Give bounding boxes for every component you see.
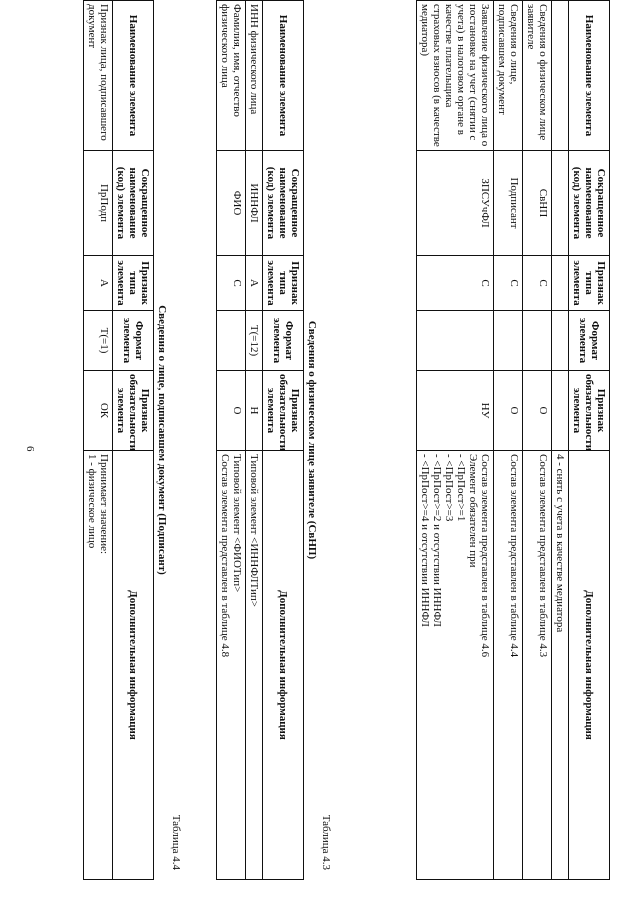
header-info: Дополнительная информация [569, 451, 610, 880]
table-4-3 [216, 0, 304, 880]
cell-required: О [523, 371, 552, 451]
cell-info: Типовой элемент <ФИОТип> Состав элемента представлен в таблице 4.8 [217, 451, 246, 880]
header-required: Признак обязательности элемента [263, 371, 304, 451]
page-number: 6 [24, 446, 36, 452]
cell-required [552, 371, 569, 451]
header-code: Сокращенное наименование (код) элемента [263, 151, 304, 256]
table-label: Таблица 4.4 [170, 814, 182, 870]
header-code: Сокращенное наименование (код) элемента [569, 151, 610, 256]
cell-type: С [417, 256, 494, 311]
cell-code: СвНП [523, 151, 552, 256]
header-type: Признак типа элемента [263, 256, 304, 311]
elements-table-main [416, 0, 610, 880]
cell-code: ЗПСУчФЛ [417, 151, 494, 256]
cell-name: Фамилия, имя, отчество физического лица [217, 1, 246, 151]
cell-info: 4 - снять с учета в качестве медиатора [552, 451, 569, 880]
cell-required: Н [246, 371, 263, 451]
table-4-4-block [83, 0, 182, 880]
cell-required: О [494, 371, 523, 451]
cell-info: Типовой элемент <ИННФЛТип> [246, 451, 263, 880]
table-row [84, 1, 113, 880]
cell-type [552, 256, 569, 311]
cell-code: ФИО [217, 151, 246, 256]
cell-required: ОК [84, 371, 113, 451]
table-body [84, 1, 113, 880]
table-body [417, 1, 569, 880]
table-header-row [263, 1, 304, 880]
cell-info: Принимает значение: 1 - физическое лицо [84, 451, 113, 880]
cell-type: А [84, 256, 113, 311]
header-type: Признак типа элемента [569, 256, 610, 311]
table-row [494, 1, 523, 880]
header-code: Сокращенное наименование (код) элемента [113, 151, 154, 256]
header-name: Наименование элемента [569, 1, 610, 151]
header-required: Признак обязательности элемента [569, 371, 610, 451]
table-4-4 [83, 0, 154, 880]
table-body [217, 1, 263, 880]
cell-format [417, 311, 494, 371]
header-type: Признак типа элемента [113, 256, 154, 311]
header-info: Дополнительная информация [113, 451, 154, 880]
header-name: Наименование элемента [263, 1, 304, 151]
cell-name: Сведения о лице, подписавшем документ [494, 1, 523, 151]
cell-type: А [246, 256, 263, 311]
table-label: Таблица 4.3 [320, 814, 332, 870]
table-row [552, 1, 569, 880]
header-format: Формат элемента [113, 311, 154, 371]
header-info: Дополнительная информация [263, 451, 304, 880]
header-required: Признак обязательности элемента [113, 371, 154, 451]
cell-format [552, 311, 569, 371]
cell-code: ИННФЛ [246, 151, 263, 256]
cell-format [494, 311, 523, 371]
cell-type: С [523, 256, 552, 311]
table-continuation [416, 0, 610, 880]
cell-format: T(=12) [246, 311, 263, 371]
cell-code [552, 151, 569, 256]
table-row [246, 1, 263, 880]
header-format: Формат элемента [569, 311, 610, 371]
table-row [417, 1, 494, 880]
cell-required: НУ [417, 371, 494, 451]
table-header-row [113, 1, 154, 880]
header-name: Наименование элемента [113, 1, 154, 151]
cell-info: Состав элемента представлен в таблице 4.4 [494, 451, 523, 880]
cell-format [523, 311, 552, 371]
header-format: Формат элемента [263, 311, 304, 371]
cell-name: Признак лица, подписавшего документ [84, 1, 113, 151]
cell-type: С [494, 256, 523, 311]
cell-type: С [217, 256, 246, 311]
table-row [523, 1, 552, 880]
cell-format [217, 311, 246, 371]
cell-code: ПрПодп [84, 151, 113, 256]
table-header-row [569, 1, 610, 880]
cell-info: Состав элемента представлен в таблице 4.3 [523, 451, 552, 880]
cell-info: Состав элемента представлен в таблице 4.6 Элемент обязателен при - <ПрПост>=1 - <ПрПост>=3 - <ПрПост>=2 и отсутствии ИННФЛ - <ПрПост>=4 и отсутствии ИННФЛ [417, 451, 494, 880]
cell-name [552, 1, 569, 151]
table-row [217, 1, 246, 880]
cell-code: Подписант [494, 151, 523, 256]
cell-required: О [217, 371, 246, 451]
cell-name: ИНН физического лица [246, 1, 263, 151]
cell-name: Сведения о физическом лице заявителе [523, 1, 552, 151]
cell-name: Заявление физического лица о постановке на учет (снятии с учета) в налоговом органе в качестве плательщика страховых взносов (в качестве медиатора) [417, 1, 494, 151]
table-title: Сведения о физическом лице заявителе (СвНП) [306, 320, 318, 560]
cell-format: T(=1) [84, 311, 113, 371]
table-title: Сведения о лице, подписавшем документ (Подписант) [156, 305, 168, 575]
table-4-3-block [216, 0, 332, 880]
